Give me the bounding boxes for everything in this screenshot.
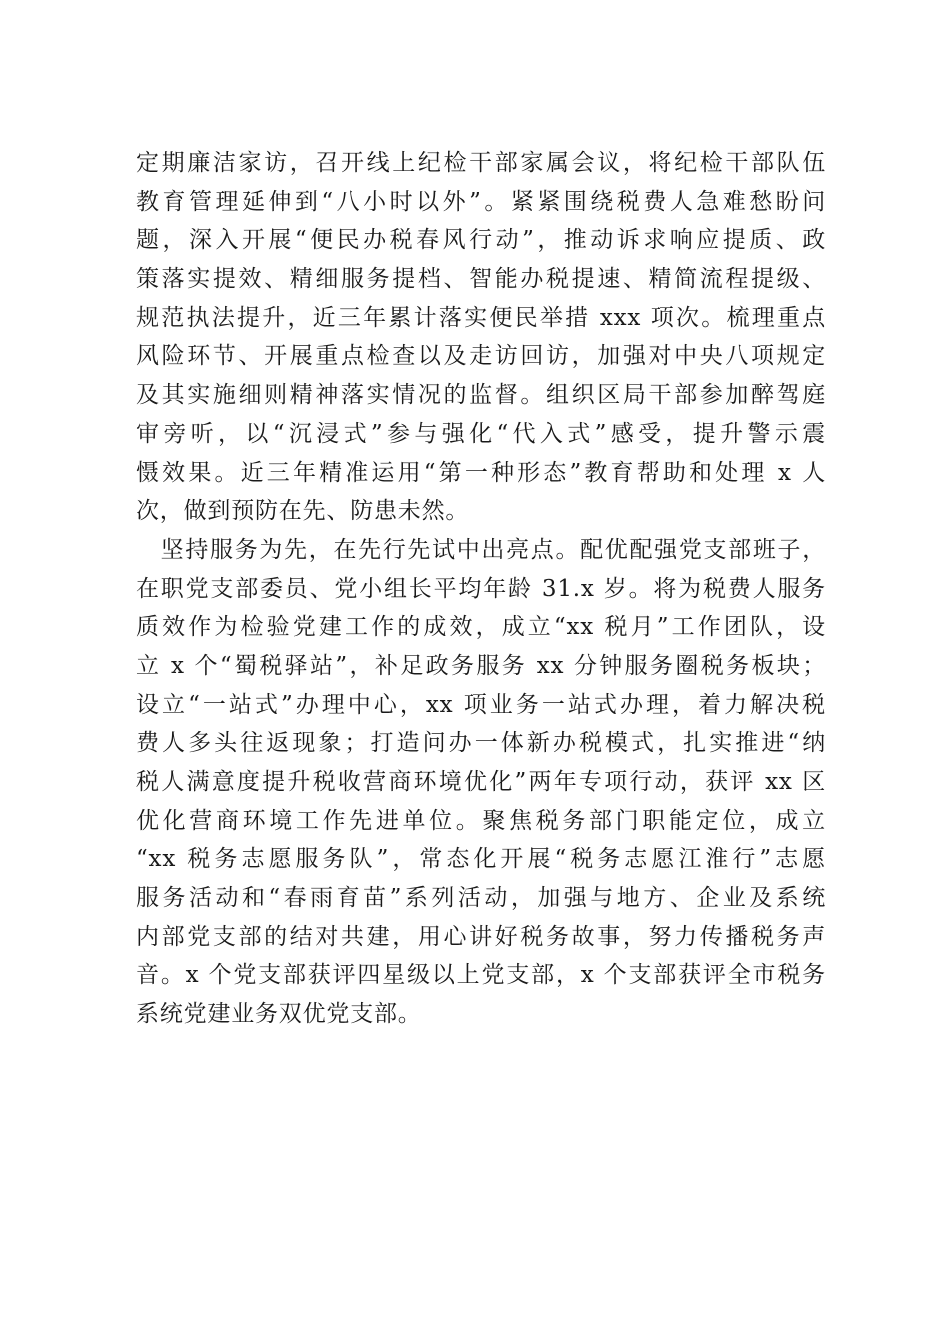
text-line: 规范执法提升，近三年累计落实便民举措 xxx 项次。梳理重点 <box>136 304 826 331</box>
text-line: 在职党支部委员、党小组长平均年龄 31.x 岁。将为税费人服务 <box>136 575 826 602</box>
text-line: 税人满意度提升税收营商环境优化”两年专项行动，获评 xx 区 <box>136 769 826 795</box>
text-line: 慑效果。近三年精准运用“第一种形态”教育帮助和处理 x 人 <box>136 459 826 486</box>
body-text <box>136 144 826 1034</box>
text-line: 音。x 个党支部获评四星级以上党支部，x 个支部获评全市税务 <box>136 962 826 989</box>
text-line: 定期廉洁家访，召开线上纪检干部家属会议，将纪检干部队伍 <box>136 150 826 176</box>
paragraph-1 <box>136 144 826 531</box>
text-line: 立 x 个“蜀税驿站”，补足政务服务 xx 分钟服务圈税务板块； <box>136 652 826 679</box>
text-line: 及其实施细则精神落实情况的监督。组织区局干部参加醉驾庭 <box>136 382 826 409</box>
text-line: 内部党支部的结对共建，用心讲好税务故事，努力传播税务声 <box>136 923 826 950</box>
text-line: 策落实提效、精细服务提档、智能办税提速、精简流程提级、 <box>136 266 826 293</box>
text-line: 费人多头往返现象；打造问办一体新办税模式，扎实推进“纳 <box>136 730 826 757</box>
text-line: 质效作为检验党建工作的成效，成立“xx 税月”工作团队，设 <box>136 614 826 641</box>
text-line: 审旁听，以“沉浸式”参与强化“代入式”感受，提升警示震 <box>136 420 826 447</box>
text-line: 坚持服务为先，在先行先试中出亮点。配优配强党支部班子， <box>136 536 826 563</box>
text-line: 次，做到预防在先、防患未然。 <box>136 498 470 525</box>
paragraph-2 <box>136 531 826 1034</box>
text-line: 优化营商环境工作先进单位。聚焦税务部门职能定位，成立 <box>136 807 826 834</box>
text-line: 风险环节、开展重点检查以及走访回访，加强对中央八项规定 <box>136 343 826 370</box>
text-line: 服务活动和“春雨育苗”系列活动，加强与地方、企业及系统 <box>136 885 826 912</box>
text-line: 设立“一站式”办理中心，xx 项业务一站式办理，着力解决税 <box>136 691 826 718</box>
text-line: 教育管理延伸到“八小时以外”。紧紧围绕税费人急难愁盼问 <box>136 188 826 215</box>
text-line: 系统党建业务双优党支部。 <box>136 1001 422 1028</box>
text-line: “xx 税务志愿服务队”，常态化开展“税务志愿江淮行”志愿 <box>136 846 826 873</box>
text-line: 题，深入开展“便民办税春风行动”，推动诉求响应提质、政 <box>136 227 826 254</box>
